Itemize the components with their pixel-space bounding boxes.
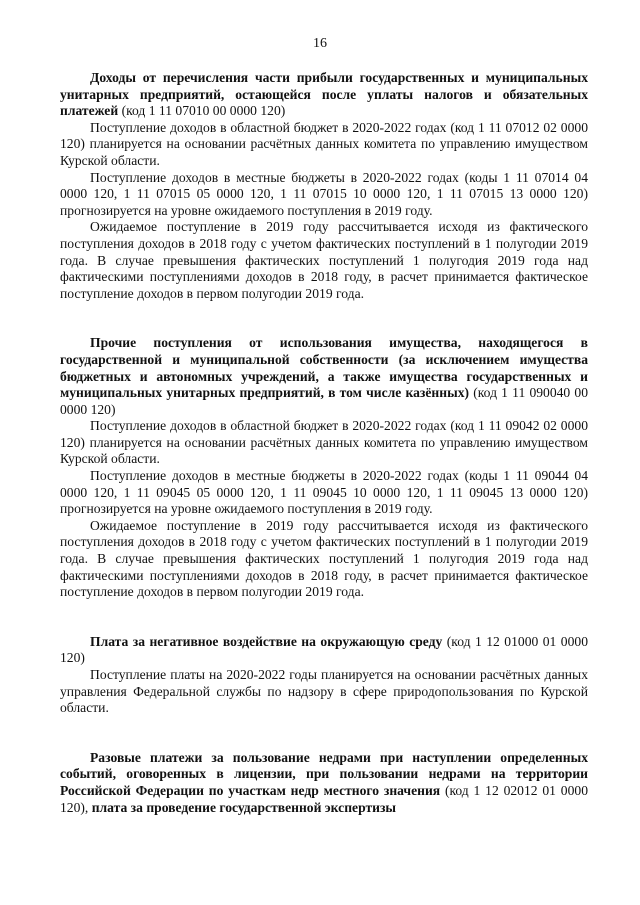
section-spacer [60,717,588,750]
section-heading [60,750,588,816]
document-body [60,70,588,816]
paragraph: Ожидаемое поступление в 2019 году рассчитывается исходя из фактического поступления доходов в 2018 году с учетом фактических поступлений в 1 полугодии 2019 года. В случае превышения фактических поступлений 1 полугодия 2019 года над фактическими поступлениями доходов в 2018 году, в расчет принимается фактическое поступление доходов в первом полугодии 2019 года. [60,517,588,600]
paragraph: Ожидаемое поступление в 2019 году рассчитывается исходя из фактического поступления доходов в 2018 году с учетом фактических поступлений в 1 полугодии 2019 года. В случае превышения фактических поступлений 1 полугодия 2019 года над фактическими поступлениями доходов в 2018 году, в расчет принимается фактическое поступление доходов в первом полугодии 2019 года. [60,219,588,301]
section-spacer [60,302,588,335]
section-spacer [60,601,588,634]
paragraph: Поступление доходов в областной бюджет в 2020-2022 годах (код 1 11 07012 02 0000 120) планируется на основании расчётных данных комитета по управлению имуществом Курской области. [60,119,588,168]
section-code: (код 1 11 07010 00 0000 120) [118,103,286,119]
section-heading [60,634,588,667]
section-code: (код 1 11 090040 00 0000 120) [60,385,589,417]
section-title-continued: плата за проведение государственной экспертизы [91,799,397,815]
section-heading [60,70,588,120]
section-heading [60,335,588,418]
section-title: Доходы от перечисления части прибыли государственных и муниципальных унитарных предприятий, остающейся после уплаты налогов и обязательных платежей [60,70,588,119]
section-title: Разовые платежи за пользование недрами при наступлении определенных событий, оговоренных в лицензии, при пользовании недрами на территории Российской Федерации по участкам недр местного значения [60,749,588,798]
section-code: (код 1 12 01000 01 0000 120) [60,633,588,666]
paragraph: Поступление доходов в областной бюджет в 2020-2022 годах (код 1 11 09042 02 0000 120) планируется на основании расчётных данных комитета по управлению имуществом Курской области. [60,418,588,467]
section-title: Прочие поступления от использования имущества, находящегося в государственной и муниципальной собственности (за исключением имущества бюджетных и автономных учреждений, а также имущества государственных и муниципальных унитарных предприятий, в том числе казённых) [60,335,588,401]
paragraph: Поступление доходов в местные бюджеты в 2020-2022 годах (коды 1 11 09044 04 0000 120, 1 11 09045 05 0000 120, 1 11 09045 10 0000 120, 1 11 09045 13 0000 120) прогнозируется на уровне ожидаемого поступления в 2019 году. [60,468,588,517]
paragraph: Поступление доходов в местные бюджеты в 2020-2022 годах (коды 1 11 07014 04 0000 120, 1 11 07015 05 0000 120, 1 11 07015 10 0000 120, 1 11 07015 13 0000 120) прогнозируется на уровне ожидаемого поступления в 2019 году. [60,169,588,218]
section-code: (код 1 12 02012 01 0000 120), [60,782,588,815]
page-number: 16 [313,36,327,51]
paragraph: Поступление платы на 2020-2022 годы планируется на основании расчётных данных управления Федеральной службы по надзору в сфере природопользования по Курской области. [60,667,588,716]
section-title: Плата за негативное воздействие на окружающую среду [90,633,443,649]
